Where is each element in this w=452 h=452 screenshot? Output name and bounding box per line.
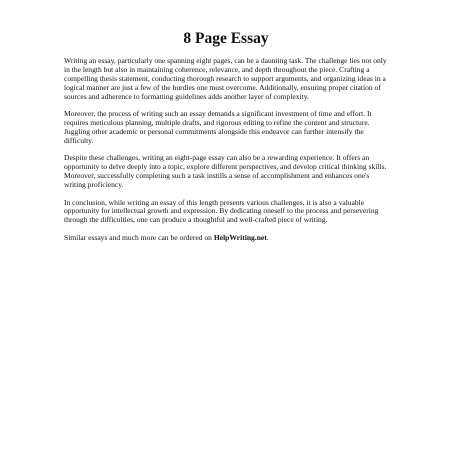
promo-text: Similar essays and much more can be ordered on <box>64 232 212 242</box>
page-title: 8 Page Essay <box>183 30 269 47</box>
paragraph-intro: Writing an essay, particularly one spanning eight pages, can be a daunting task. The challenge lies not only in the length but also in maintaining coherence, relevance, and depth throughout the piece. Crafting a compelling thesis statement, conducting thorough research to support arguments, and organizing ideas in a logical manner are just a few of the hurdles one must overcome. Additionally, ensuring proper citation of sources and adherence to formatting guidelines adds another layer of complexity. <box>64 56 387 101</box>
promo-line <box>64 234 391 243</box>
document-body <box>64 57 391 251</box>
promo-period: . <box>266 232 269 242</box>
paragraph-effort: Moreover, the process of writing such an essay demands a significant investment of time and effort. It requires meticulous planning, multiple drafts, and rigorous editing to refine the content and structure. Juggling other academic or personal commitments alongside this endeavor can further intensify the difficulty. <box>64 109 372 145</box>
paragraph-rewards: Despite these challenges, writing an eight-page essay can also be a rewarding experience. It offers an opportunity to delve deeply into a topic, explore different perspectives, and develop critical thinking skills. Moreover, successfully completing such a task instills a sense of accomplishment and enhances one's writing proficiency. <box>64 153 387 190</box>
helpwriting-link[interactable]: HelpWriting.net <box>213 232 267 242</box>
paragraph-conclusion: In conclusion, while writing an essay of this length presents various challenges, it is also a valuable opportunity for intellectual growth and expression. By dedicating oneself to the process and persevering through the difficulties, one can produce a thoughtful and well-crafted piece of writing. <box>64 197 379 225</box>
